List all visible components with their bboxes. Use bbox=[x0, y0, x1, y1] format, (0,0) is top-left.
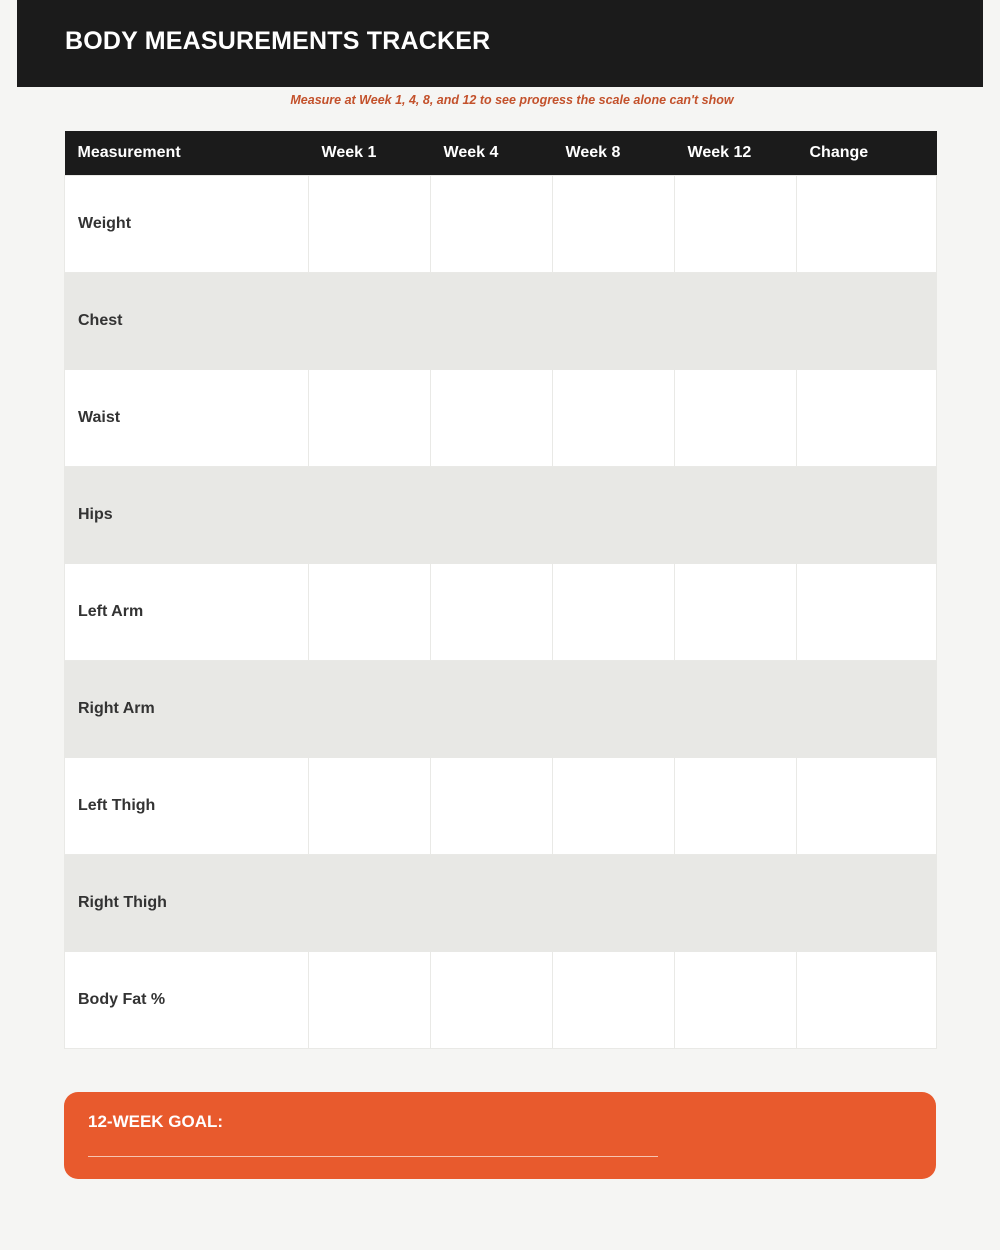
entry-cell[interactable] bbox=[309, 757, 431, 854]
goal-box bbox=[64, 1092, 936, 1179]
entry-cell[interactable] bbox=[309, 369, 431, 466]
column-header-week-12: Week 12 bbox=[675, 131, 797, 175]
entry-cell[interactable] bbox=[553, 272, 675, 369]
entry-cell[interactable] bbox=[675, 369, 797, 466]
table-row bbox=[65, 951, 937, 1048]
table-row bbox=[65, 563, 937, 660]
entry-cell[interactable] bbox=[675, 272, 797, 369]
column-header-week-4: Week 4 bbox=[431, 131, 553, 175]
entry-cell[interactable] bbox=[675, 854, 797, 951]
entry-cell[interactable] bbox=[431, 369, 553, 466]
column-header-measurement: Measurement bbox=[65, 131, 309, 175]
row-label-left-thigh: Left Thigh bbox=[65, 757, 309, 854]
page-subtitle: Measure at Week 1, 4, 8, and 12 to see progress the scale alone can't show bbox=[290, 93, 734, 107]
entry-cell[interactable] bbox=[797, 660, 937, 757]
entry-cell[interactable] bbox=[675, 660, 797, 757]
row-label-right-arm: Right Arm bbox=[65, 660, 309, 757]
row-label-left-arm: Left Arm bbox=[65, 563, 309, 660]
entry-cell[interactable] bbox=[309, 951, 431, 1048]
entry-cell[interactable] bbox=[431, 272, 553, 369]
entry-cell[interactable] bbox=[309, 660, 431, 757]
entry-cell[interactable] bbox=[309, 466, 431, 563]
entry-cell[interactable] bbox=[309, 854, 431, 951]
entry-cell[interactable] bbox=[797, 757, 937, 854]
column-header-week-8: Week 8 bbox=[553, 131, 675, 175]
entry-cell[interactable] bbox=[675, 175, 797, 272]
row-label-chest: Chest bbox=[65, 272, 309, 369]
row-label-body-fat: Body Fat % bbox=[65, 951, 309, 1048]
table-row bbox=[65, 466, 937, 563]
entry-cell[interactable] bbox=[553, 951, 675, 1048]
entry-cell[interactable] bbox=[309, 563, 431, 660]
entry-cell[interactable] bbox=[431, 175, 553, 272]
table-header-row bbox=[65, 131, 937, 175]
table-row bbox=[65, 369, 937, 466]
row-label-weight: Weight bbox=[65, 175, 309, 272]
page-header bbox=[17, 0, 983, 87]
table-row bbox=[65, 660, 937, 757]
entry-cell[interactable] bbox=[431, 854, 553, 951]
entry-cell[interactable] bbox=[553, 563, 675, 660]
row-label-right-thigh: Right Thigh bbox=[65, 854, 309, 951]
entry-cell[interactable] bbox=[309, 272, 431, 369]
entry-cell[interactable] bbox=[553, 757, 675, 854]
measurements-table bbox=[64, 131, 937, 1049]
entry-cell[interactable] bbox=[553, 466, 675, 563]
entry-cell[interactable] bbox=[675, 951, 797, 1048]
entry-cell[interactable] bbox=[797, 854, 937, 951]
entry-cell[interactable] bbox=[553, 660, 675, 757]
table-row bbox=[65, 854, 937, 951]
entry-cell[interactable] bbox=[553, 175, 675, 272]
entry-cell[interactable] bbox=[431, 466, 553, 563]
entry-cell[interactable] bbox=[431, 757, 553, 854]
entry-cell[interactable] bbox=[797, 369, 937, 466]
goal-write-line[interactable] bbox=[88, 1156, 658, 1157]
entry-cell[interactable] bbox=[797, 951, 937, 1048]
entry-cell[interactable] bbox=[797, 466, 937, 563]
row-label-hips: Hips bbox=[65, 466, 309, 563]
entry-cell[interactable] bbox=[431, 951, 553, 1048]
table-row bbox=[65, 757, 937, 854]
entry-cell[interactable] bbox=[675, 563, 797, 660]
entry-cell[interactable] bbox=[553, 369, 675, 466]
column-header-change: Change bbox=[797, 131, 937, 175]
table-row bbox=[65, 175, 937, 272]
entry-cell[interactable] bbox=[431, 563, 553, 660]
entry-cell[interactable] bbox=[797, 272, 937, 369]
table-row bbox=[65, 272, 937, 369]
column-header-week-1: Week 1 bbox=[309, 131, 431, 175]
page-title: BODY MEASUREMENTS TRACKER bbox=[65, 27, 491, 55]
entry-cell[interactable] bbox=[797, 563, 937, 660]
entry-cell[interactable] bbox=[553, 854, 675, 951]
entry-cell[interactable] bbox=[675, 757, 797, 854]
entry-cell[interactable] bbox=[675, 466, 797, 563]
goal-label: 12-WEEK GOAL: bbox=[88, 1112, 224, 1131]
entry-cell[interactable] bbox=[431, 660, 553, 757]
entry-cell[interactable] bbox=[797, 175, 937, 272]
row-label-waist: Waist bbox=[65, 369, 309, 466]
entry-cell[interactable] bbox=[309, 175, 431, 272]
